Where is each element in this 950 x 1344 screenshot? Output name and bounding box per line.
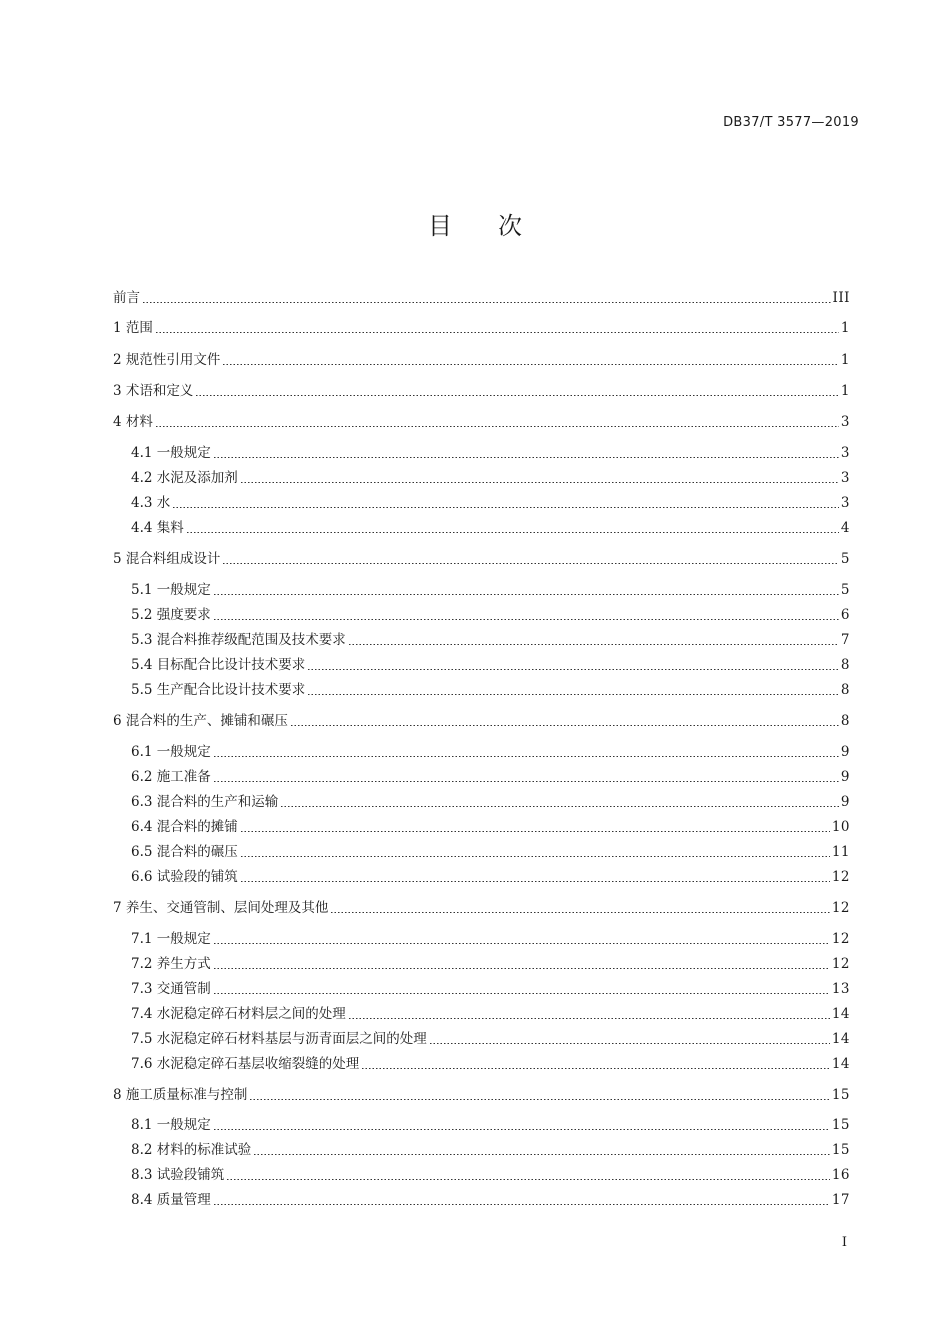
dot-leader [172, 507, 839, 508]
toc-entry-page: 3 [840, 445, 850, 461]
toc-entry-number: 6 [113, 713, 126, 729]
toc-subsection-entry[interactable] [131, 742, 850, 762]
toc-subsection-entry[interactable] [131, 1054, 850, 1074]
toc-entry-title: 养生方式 [156, 956, 211, 972]
toc-subsection-entry[interactable] [131, 518, 850, 538]
dot-leader [213, 1129, 830, 1130]
toc-entry-title: 前言 [113, 290, 140, 306]
toc-entry-title: 施工准备 [156, 769, 211, 785]
toc-entry-number: 5.4 [131, 657, 157, 673]
toc-entry-title: 水泥及添加剂 [156, 470, 238, 486]
dot-leader [222, 563, 839, 564]
toc-entry-number: 7.2 [131, 956, 157, 972]
toc-entry-page: 15 [831, 1087, 850, 1103]
toc-entry-title: 强度要求 [156, 607, 211, 623]
toc-entry-title: 水 [156, 495, 171, 511]
toc-entry-number: 5.5 [131, 682, 157, 698]
toc-entry-title: 术语和定义 [125, 383, 194, 399]
dot-leader [307, 694, 839, 695]
toc-entry-page: 5 [840, 582, 850, 598]
toc-subsection-entry[interactable] [131, 867, 850, 887]
toc-entry-page: 3 [840, 470, 850, 486]
toc-section-entry[interactable] [113, 381, 850, 401]
toc-entry-page: 3 [840, 495, 850, 511]
dot-leader [155, 332, 839, 333]
dot-leader [240, 482, 839, 483]
toc-entry-number: 8.1 [131, 1117, 157, 1133]
toc-entry-number: 6.6 [131, 869, 157, 885]
toc-entry-title: 交通管制 [156, 981, 211, 997]
dot-leader [213, 594, 839, 595]
toc-entry-number: 1 [113, 320, 126, 336]
toc-entry-title: 规范性引用文件 [125, 352, 221, 368]
toc-entry-number: 7 [113, 900, 126, 916]
toc-entry-title: 混合料的摊铺 [156, 819, 238, 835]
toc-entry-number: 6.1 [131, 744, 157, 760]
toc-entry-number: 5 [113, 551, 126, 567]
toc-entry-title: 质量管理 [156, 1192, 211, 1208]
toc-entry-page: 13 [831, 981, 850, 997]
dot-leader [213, 457, 839, 458]
page-number: I [841, 1235, 847, 1250]
toc-entry-title: 一般规定 [156, 744, 211, 760]
toc-subsection-entry[interactable] [131, 1190, 850, 1210]
toc-section-entry[interactable] [113, 898, 850, 918]
toc-entry-title: 材料的标准试验 [156, 1142, 252, 1158]
toc-section-entry[interactable] [113, 412, 850, 432]
dot-leader [213, 968, 830, 969]
toc-entry-title: 水泥稳定碎石基层收缩裂缝的处理 [156, 1056, 360, 1072]
toc-entry-number: 4 [113, 414, 126, 430]
dot-leader [348, 644, 839, 645]
toc-subsection-entry[interactable] [131, 817, 850, 837]
toc-entry-page: 11 [831, 844, 850, 860]
dot-leader [249, 1099, 829, 1100]
toc-entry-title: 混合料推荐级配范围及技术要求 [156, 632, 346, 648]
toc-subsection-entry[interactable] [131, 630, 850, 650]
toc-subsection-entry[interactable] [131, 1029, 850, 1049]
toc-entry-title: 试验段铺筑 [156, 1167, 225, 1183]
toc-entry-number: 3 [113, 383, 126, 399]
toc-entry-title: 生产配合比设计技术要求 [156, 682, 306, 698]
dot-leader [280, 806, 839, 807]
toc-entry-title: 水泥稳定碎石材料基层与沥青面层之间的处理 [156, 1031, 427, 1047]
toc-entry-number: 4.4 [131, 520, 157, 536]
toc-entry-page: 9 [840, 794, 850, 810]
toc-section-entry[interactable] [113, 711, 850, 731]
toc-entry-title: 一般规定 [156, 582, 211, 598]
toc-entry-number: 8.3 [131, 1167, 157, 1183]
toc-entry-title: 一般规定 [156, 445, 211, 461]
toc-entry-page: 10 [831, 819, 850, 835]
dot-leader [226, 1179, 830, 1180]
toc-entry-page: III [832, 290, 850, 306]
toc-entry-title: 一般规定 [156, 931, 211, 947]
toc-entry-number: 7.5 [131, 1031, 157, 1047]
toc-entry-number: 2 [113, 352, 126, 368]
toc-subsection-entry[interactable] [131, 792, 850, 812]
toc-entry-page: 8 [840, 657, 850, 673]
toc-subsection-entry[interactable] [131, 580, 850, 600]
dot-leader [186, 532, 839, 533]
dot-leader [195, 395, 839, 396]
dot-leader [348, 1018, 830, 1019]
toc-entry-number: 6.3 [131, 794, 157, 810]
toc-subsection-entry[interactable] [131, 605, 850, 625]
toc-entry-page: 12 [831, 900, 850, 916]
toc-subsection-entry[interactable] [131, 954, 850, 974]
toc-entry-page: 15 [831, 1117, 850, 1133]
toc-subsection-entry[interactable] [131, 1140, 850, 1160]
toc-subsection-entry[interactable] [131, 929, 850, 949]
toc-entry-title: 混合料的碾压 [156, 844, 238, 860]
toc-entry-number: 6.2 [131, 769, 157, 785]
toc-subsection-entry[interactable] [131, 655, 850, 675]
toc-entry-number: 8 [113, 1087, 126, 1103]
dot-leader [142, 302, 831, 303]
toc-entry-title: 材料 [125, 414, 153, 430]
page-title: 目次 [428, 212, 568, 240]
dot-leader [213, 619, 839, 620]
toc-entry-number: 7.3 [131, 981, 157, 997]
dot-leader [222, 364, 839, 365]
dot-leader [290, 725, 839, 726]
toc-section-entry[interactable] [113, 288, 850, 308]
toc-entry-title: 水泥稳定碎石材料层之间的处理 [156, 1006, 346, 1022]
dot-leader [253, 1154, 830, 1155]
toc-entry-number: 7.4 [131, 1006, 157, 1022]
toc-section-entry[interactable] [113, 1085, 850, 1105]
toc-subsection-entry[interactable] [131, 842, 850, 862]
dot-leader [429, 1043, 830, 1044]
toc-subsection-entry[interactable] [131, 767, 850, 787]
dot-leader [240, 881, 830, 882]
toc-subsection-entry[interactable] [131, 979, 850, 999]
toc-entry-number: 7.1 [131, 931, 157, 947]
dot-leader [307, 669, 839, 670]
toc-subsection-entry[interactable] [131, 1165, 850, 1185]
toc-entry-page: 12 [831, 869, 850, 885]
dot-leader [361, 1068, 830, 1069]
toc-entry-page: 5 [840, 551, 850, 567]
dot-leader [213, 1204, 830, 1205]
document-code: DB37/T 3577—2019 [723, 115, 859, 130]
toc-subsection-entry[interactable] [131, 443, 850, 463]
toc-entry-title: 目标配合比设计技术要求 [156, 657, 306, 673]
toc-entry-number: 6.5 [131, 844, 157, 860]
toc-entry-page: 9 [840, 744, 850, 760]
dot-leader [240, 856, 830, 857]
toc-entry-page: 14 [831, 1056, 850, 1072]
toc-entry-page: 4 [840, 520, 850, 536]
toc-entry-page: 1 [840, 352, 850, 368]
toc-entry-number: 5.2 [131, 607, 157, 623]
toc-entry-page: 12 [831, 931, 850, 947]
toc-entry-number: 8.4 [131, 1192, 157, 1208]
dot-leader [213, 756, 839, 757]
toc-entry-title: 混合料的生产和运输 [156, 794, 279, 810]
toc-entry-page: 7 [840, 632, 850, 648]
dot-leader [213, 943, 830, 944]
toc-entry-number: 4.1 [131, 445, 157, 461]
toc-entry-page: 8 [840, 682, 850, 698]
toc-entry-page: 14 [831, 1031, 850, 1047]
dot-leader [213, 781, 839, 782]
dot-leader [330, 912, 829, 913]
toc-entry-title: 试验段的铺筑 [156, 869, 238, 885]
toc-entry-page: 1 [840, 320, 850, 336]
dot-leader [155, 426, 839, 427]
toc-subsection-entry[interactable] [131, 680, 850, 700]
toc-entry-page: 1 [840, 383, 850, 399]
toc-entry-page: 15 [831, 1142, 850, 1158]
toc-entry-page: 9 [840, 769, 850, 785]
toc-entry-number: 7.6 [131, 1056, 157, 1072]
toc-section-entry[interactable] [113, 350, 850, 370]
toc-entry-number: 4.2 [131, 470, 157, 486]
toc-entry-page: 6 [840, 607, 850, 623]
toc-entry-page: 12 [831, 956, 850, 972]
toc-entry-title: 养生、交通管制、层间处理及其他 [125, 900, 329, 916]
toc-entry-page: 16 [831, 1167, 850, 1183]
toc-subsection-entry[interactable] [131, 468, 850, 488]
dot-leader [213, 993, 830, 994]
toc-entry-page: 17 [831, 1192, 850, 1208]
toc-entry-title: 范围 [125, 320, 153, 336]
toc-entry-title: 施工质量标准与控制 [125, 1087, 248, 1103]
toc-entry-title: 混合料的生产、摊铺和碾压 [125, 713, 288, 729]
toc-entry-page: 14 [831, 1006, 850, 1022]
toc-entry-title: 混合料组成设计 [125, 551, 221, 567]
toc-entry-number: 5.3 [131, 632, 157, 648]
toc-entry-number: 8.2 [131, 1142, 157, 1158]
toc-section-entry[interactable] [113, 318, 850, 338]
dot-leader [240, 831, 830, 832]
toc-entry-number: 6.4 [131, 819, 157, 835]
toc-entry-page: 3 [840, 414, 850, 430]
toc-entry-title: 集料 [156, 520, 184, 536]
toc-subsection-entry[interactable] [131, 493, 850, 513]
toc-section-entry[interactable] [113, 549, 850, 569]
toc-subsection-entry[interactable] [131, 1004, 850, 1024]
toc-entry-page: 8 [840, 713, 850, 729]
toc-entry-number: 5.1 [131, 582, 157, 598]
toc-entry-title: 一般规定 [156, 1117, 211, 1133]
toc-entry-number: 4.3 [131, 495, 157, 511]
toc-subsection-entry[interactable] [131, 1115, 850, 1135]
